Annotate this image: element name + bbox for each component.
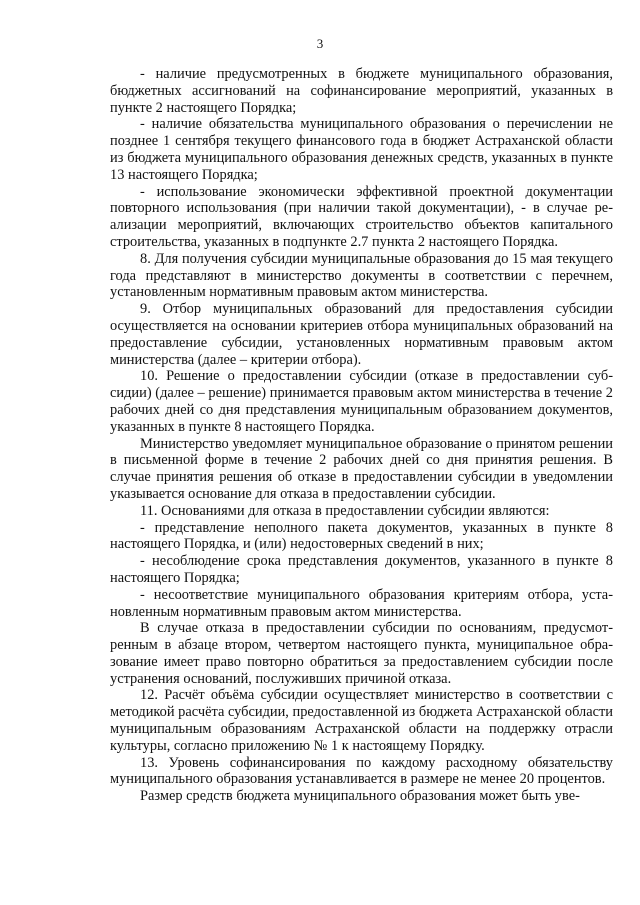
paragraph-5: 9. Отбор муниципальных образований для предоставления субсидии осуществляется на основании критериев отбора муниципальных образований на предоставление субсидии, установленных нормативным правовым актом министерства (далее – критерии отбора). [110, 301, 613, 368]
paragraph-10: - несоблюдение срока представления документов, указанного в пункте 8 настоящего Порядка; [110, 553, 613, 586]
paragraph-8: 11. Основаниями для отказа в предоставлении субсидии являются: [140, 502, 550, 519]
paragraph-3: - использование экономически эффективной проектной документации повторного использования (при наличии такой документации), - в случае реализации мероприятий, включающих строительство объектов капитального строительства, указанных в подпункте 2.7 пункта 2 настоящего Порядка. [110, 183, 613, 250]
paragraph-14: 13. Уровень софинансирования по каждому расходному обязательству муниципального образования устанавливается в размере не менее 20 процентов. [110, 754, 613, 788]
paragraph-2: - наличие обязательства муниципального образования о перечислении не позднее 1 сентября текущего финансового года в бюджет Астраханской области из бюджета муниципального образования денежных средств, указанных в пункте 13 настоящего Порядка; [110, 116, 613, 183]
paragraph-13: 12. Расчёт объёма субсидии осуществляет министерство в соответствии с методикой расчёта субсидии, предоставленной из бюджета Астраханской области муниципальным образованиям Астраханской области на поддержку отрасли культуры, согласно приложению № 1 к настоящему Порядку. [110, 687, 613, 754]
paragraph-11: - несоответствие муниципального образования критериям отбора, установленным нормативным правовым актом министерства. [110, 586, 613, 620]
paragraph-12: В случае отказа в предоставлении субсидии по основаниям, предусмотренным в абзаце втором, четвертом настоящего пункта, муниципальное образование имеет право повторно обратиться за предоставлением субсидии после устранения оснований, послуживших причиной отказа. [110, 620, 613, 687]
page-number: 3 [316, 36, 324, 51]
body-text [110, 66, 613, 805]
paragraph-4: 8. Для получения субсидии муниципальные образования до 15 мая текущего года представляют в министерство документы в соответствии с перечнем, установленным нормативным правовым актом министерства. [110, 250, 613, 301]
paragraph-15: Размер средств бюджета муниципального образования может быть уве- [140, 788, 580, 805]
paragraph-7: Министерство уведомляет муниципальное образование о принятом решении в письменной форме в течение 2 рабочих дней со дня принятия решения. В случае принятия решения об отказе в предоставлении субсидии в уведомлении указывается основание для отказа в предоставлении субсидии. [110, 435, 613, 502]
paragraph-1: - наличие предусмотренных в бюджете муниципального образования, бюджетных ассигнований на софинансирование мероприятий, указанных в пункте 2 настоящего Порядка; [110, 66, 613, 116]
paragraph-6: 10. Решение о предоставлении субсидии (отказе в предоставлении субсидии) (далее – решение) принимается правовым актом министерства в течение 2 рабочих дней со дня представления муниципальным образованием документов, указанных в пункте 8 настоящего Порядка. [110, 368, 613, 435]
paragraph-9: - представление неполного пакета документов, указанных в пункте 8 настоящего Порядка, и (или) недостоверных сведений в них; [110, 519, 613, 553]
